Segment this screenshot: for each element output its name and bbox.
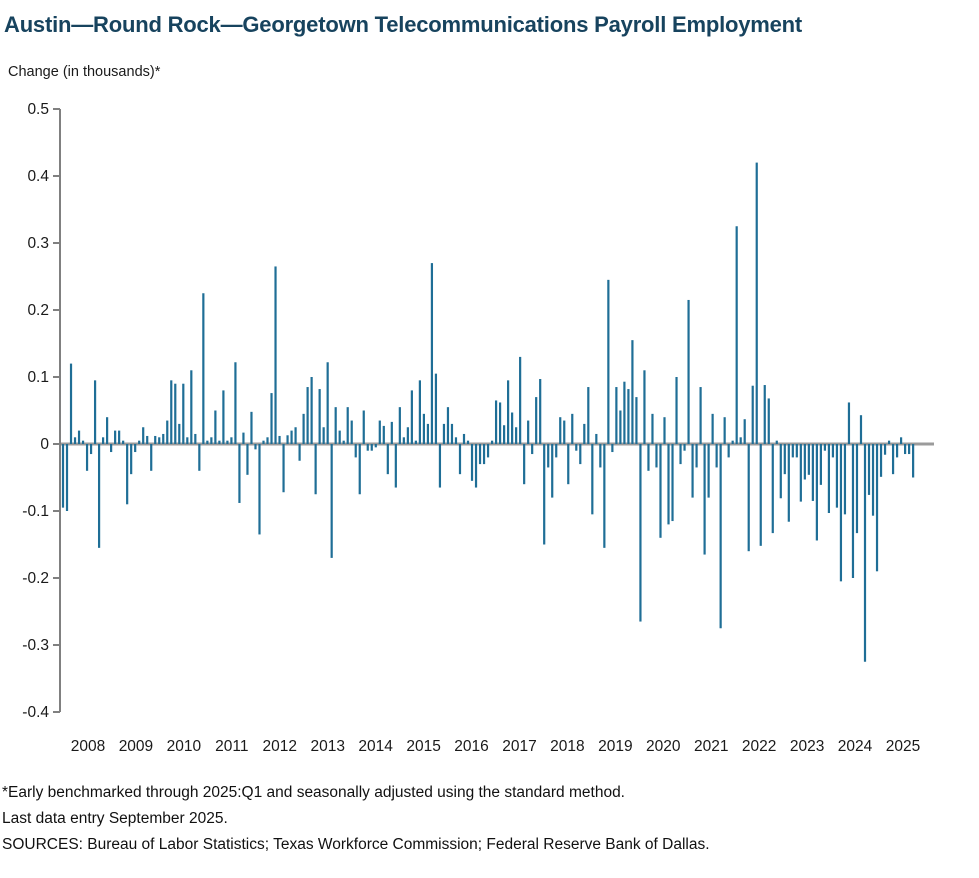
bar <box>695 444 697 467</box>
y-tick-label: 0.4 <box>27 168 49 185</box>
bar <box>98 444 100 548</box>
bar <box>788 444 790 522</box>
bar <box>539 379 541 444</box>
y-tick-label: 0.5 <box>27 101 49 118</box>
bar <box>230 437 232 444</box>
bar <box>780 444 782 498</box>
bar <box>427 424 429 444</box>
bar <box>126 444 128 504</box>
bar <box>451 424 453 444</box>
footnote-last-data: Last data entry September 2025. <box>2 810 228 827</box>
bar <box>66 444 68 511</box>
bar <box>579 444 581 464</box>
bar <box>78 431 80 444</box>
bar <box>736 226 738 444</box>
y-tick-label: 0.3 <box>27 235 49 252</box>
bar <box>210 437 212 444</box>
x-year-label: 2013 <box>310 738 345 755</box>
x-year-label: 2022 <box>741 738 777 755</box>
bar <box>407 427 409 444</box>
bar <box>238 444 240 503</box>
y-tick-label: -0.2 <box>22 570 49 587</box>
bar <box>635 397 637 444</box>
bar <box>832 444 834 457</box>
bar <box>583 424 585 444</box>
bar <box>311 377 313 444</box>
bar <box>327 362 329 444</box>
bar <box>435 374 437 444</box>
bar <box>411 390 413 444</box>
bar <box>611 444 613 452</box>
bar <box>816 444 818 540</box>
bar <box>403 437 405 444</box>
bar <box>591 444 593 514</box>
bar <box>503 425 505 444</box>
bar <box>904 444 906 454</box>
bar <box>868 444 870 495</box>
bar <box>655 444 657 467</box>
bar <box>387 444 389 474</box>
bar <box>218 441 220 444</box>
bar <box>704 444 706 555</box>
bar <box>784 444 786 474</box>
x-year-label: 2016 <box>454 738 489 755</box>
x-year-label: 2012 <box>262 738 298 755</box>
bar <box>872 444 874 516</box>
bar <box>752 386 754 444</box>
bar <box>178 424 180 444</box>
bar <box>884 444 886 455</box>
bar <box>595 434 597 444</box>
bar <box>768 398 770 444</box>
bar <box>459 444 461 474</box>
bar <box>110 444 112 452</box>
bar <box>319 389 321 444</box>
footnote-sources: SOURCES: Bureau of Labor Statistics; Texas Workforce Commission; Federal Reserve Bank of Dallas. <box>2 836 710 853</box>
bar <box>254 444 256 449</box>
bar <box>599 444 601 467</box>
bar <box>683 444 685 451</box>
bar <box>298 444 300 461</box>
bar <box>623 382 625 444</box>
bar <box>760 444 762 546</box>
bar <box>190 370 192 444</box>
x-year-label: 2017 <box>502 738 537 755</box>
bar <box>587 387 589 444</box>
bar <box>114 431 116 444</box>
bar <box>222 390 224 444</box>
bar <box>170 380 172 444</box>
bar <box>315 444 317 494</box>
bar <box>796 444 798 457</box>
bar <box>226 441 228 444</box>
bar <box>708 444 710 498</box>
bar <box>258 444 260 534</box>
bar <box>804 444 806 480</box>
bar <box>712 414 714 444</box>
bar <box>431 263 433 444</box>
bar <box>154 436 156 444</box>
bar <box>467 441 469 444</box>
bar <box>559 417 561 444</box>
bar <box>511 413 513 444</box>
bar <box>728 444 730 457</box>
x-year-label: 2010 <box>166 738 202 755</box>
bar <box>290 431 292 444</box>
bar <box>102 437 104 444</box>
bar <box>852 444 854 578</box>
x-year-label: 2011 <box>215 738 249 755</box>
bar <box>820 444 822 485</box>
bar <box>663 417 665 444</box>
bar <box>615 387 617 444</box>
x-year-label: 2014 <box>358 738 393 755</box>
bar <box>483 444 485 464</box>
bar <box>399 407 401 444</box>
bar <box>443 424 445 444</box>
bar <box>395 444 397 488</box>
x-year-label: 2023 <box>789 738 825 755</box>
bar <box>563 421 565 444</box>
bar <box>856 444 858 533</box>
x-year-label: 2024 <box>837 738 873 755</box>
bar <box>146 436 148 444</box>
bar <box>535 397 537 444</box>
bar <box>744 419 746 444</box>
bar <box>106 417 108 444</box>
bar <box>555 444 557 457</box>
y-tick-label: -0.1 <box>22 503 49 520</box>
bar <box>479 444 481 464</box>
bar <box>571 414 573 444</box>
bar <box>836 444 838 508</box>
x-axis-labels <box>71 738 920 755</box>
bar <box>896 444 898 457</box>
bar <box>671 444 673 521</box>
page-title: Austin—Round Rock—Georgetown Telecommunications Payroll Employment <box>4 12 803 37</box>
bar <box>519 357 521 444</box>
bar <box>888 441 890 444</box>
bar <box>347 407 349 444</box>
bar <box>531 444 533 454</box>
bar <box>495 400 497 444</box>
y-tick-label: 0 <box>40 436 49 453</box>
bar <box>828 444 830 513</box>
bar <box>647 444 649 471</box>
bar <box>667 444 669 524</box>
bar <box>732 441 734 444</box>
x-year-label: 2009 <box>118 738 154 755</box>
bar <box>335 407 337 444</box>
bar <box>90 444 92 454</box>
bar <box>627 389 629 444</box>
bar <box>355 444 357 457</box>
bar <box>439 444 441 488</box>
bar <box>691 444 693 498</box>
bar <box>463 434 465 444</box>
bar <box>130 444 132 474</box>
bar <box>118 431 120 444</box>
bar <box>214 411 216 445</box>
bar <box>266 437 268 444</box>
bar <box>74 437 76 444</box>
bar <box>748 444 750 551</box>
bar <box>423 414 425 444</box>
bar <box>250 412 252 444</box>
y-tick-label: 0.1 <box>27 369 49 386</box>
y-axis-title: Change (in thousands)* <box>8 64 161 80</box>
bar <box>523 444 525 484</box>
bar <box>194 434 196 444</box>
bar <box>282 444 284 492</box>
bar <box>527 421 529 444</box>
x-year-label: 2008 <box>70 738 106 755</box>
bar <box>351 421 353 444</box>
bar <box>86 444 88 471</box>
bar <box>234 362 236 444</box>
bar <box>82 441 84 444</box>
x-year-label: 2019 <box>598 738 633 755</box>
bar <box>246 444 248 475</box>
x-year-label: 2025 <box>885 738 921 755</box>
bar <box>603 444 605 548</box>
bar <box>716 444 718 467</box>
bar <box>776 441 778 444</box>
bar-chart-svg <box>0 88 979 778</box>
bar <box>892 444 894 474</box>
bar <box>419 380 421 444</box>
bar <box>367 444 369 451</box>
bar <box>455 437 457 444</box>
bar <box>792 444 794 457</box>
bar <box>659 444 661 538</box>
bar <box>675 377 677 444</box>
bar <box>543 444 545 545</box>
bar <box>198 444 200 471</box>
bar <box>800 444 802 502</box>
bar <box>270 393 272 444</box>
bar <box>772 444 774 533</box>
bar <box>720 444 722 628</box>
bar <box>339 431 341 444</box>
bar <box>631 340 633 444</box>
bar <box>491 441 493 444</box>
bar <box>812 444 814 501</box>
bar <box>643 370 645 444</box>
bar <box>844 444 846 514</box>
bar <box>756 163 758 444</box>
y-tick-label: -0.4 <box>22 704 49 721</box>
bar <box>323 427 325 444</box>
bar <box>262 441 264 444</box>
bar <box>166 421 168 444</box>
bar <box>379 421 381 444</box>
bar <box>371 444 373 451</box>
bar <box>860 415 862 444</box>
bar <box>375 444 377 447</box>
bar <box>687 300 689 444</box>
bar <box>848 402 850 444</box>
bar <box>840 444 842 581</box>
x-year-label: 2020 <box>646 738 681 755</box>
bar <box>567 444 569 484</box>
bar <box>699 387 701 444</box>
bar <box>158 437 160 444</box>
bar <box>70 364 72 444</box>
bar <box>331 444 333 558</box>
bar <box>876 444 878 571</box>
footnote-benchmark: *Early benchmarked through 2025:Q1 and seasonally adjusted using the standard method. <box>2 784 625 801</box>
bar <box>150 444 152 471</box>
bar <box>651 414 653 444</box>
bar <box>475 444 477 488</box>
bar <box>679 444 681 464</box>
y-tick-label: 0.2 <box>27 302 49 319</box>
bar <box>724 417 726 444</box>
bar <box>122 441 124 444</box>
bars-group <box>62 163 914 662</box>
bar <box>415 441 417 444</box>
bar <box>864 444 866 662</box>
bar <box>202 293 204 444</box>
bar <box>515 427 517 444</box>
bar <box>303 414 305 444</box>
bar <box>343 441 345 444</box>
bar <box>186 437 188 444</box>
bar <box>383 426 385 444</box>
bar <box>471 444 473 481</box>
bar <box>607 280 609 444</box>
bar <box>575 444 577 451</box>
bar <box>880 444 882 477</box>
bar <box>391 422 393 444</box>
bar <box>764 385 766 444</box>
bar <box>359 444 361 494</box>
x-year-label: 2018 <box>550 738 585 755</box>
bar <box>162 434 164 444</box>
x-year-label: 2021 <box>693 738 729 755</box>
bar <box>619 411 621 445</box>
bar <box>824 444 826 451</box>
y-axis <box>22 101 60 721</box>
bar <box>740 437 742 444</box>
bar <box>499 402 501 444</box>
bar <box>142 427 144 444</box>
bar <box>912 444 914 478</box>
bar <box>62 444 64 508</box>
bar <box>134 444 136 452</box>
bar <box>278 436 280 444</box>
bar <box>274 266 276 444</box>
bar <box>138 441 140 444</box>
bar-chart <box>0 88 979 778</box>
bar <box>286 435 288 444</box>
y-tick-label: -0.3 <box>22 637 49 654</box>
bar <box>294 427 296 444</box>
x-year-label: 2015 <box>406 738 441 755</box>
bar <box>363 411 365 445</box>
chart-footnotes <box>2 780 972 858</box>
bar <box>182 384 184 444</box>
bar <box>908 444 910 454</box>
bar <box>307 387 309 444</box>
bar <box>206 441 208 444</box>
bar <box>639 444 641 622</box>
bar <box>487 444 489 457</box>
bar <box>242 433 244 444</box>
bar <box>507 380 509 444</box>
bar <box>547 444 549 467</box>
bar <box>94 380 96 444</box>
bar <box>808 444 810 475</box>
bar <box>447 407 449 444</box>
bar <box>900 437 902 444</box>
bar <box>174 384 176 444</box>
bar <box>551 444 553 498</box>
